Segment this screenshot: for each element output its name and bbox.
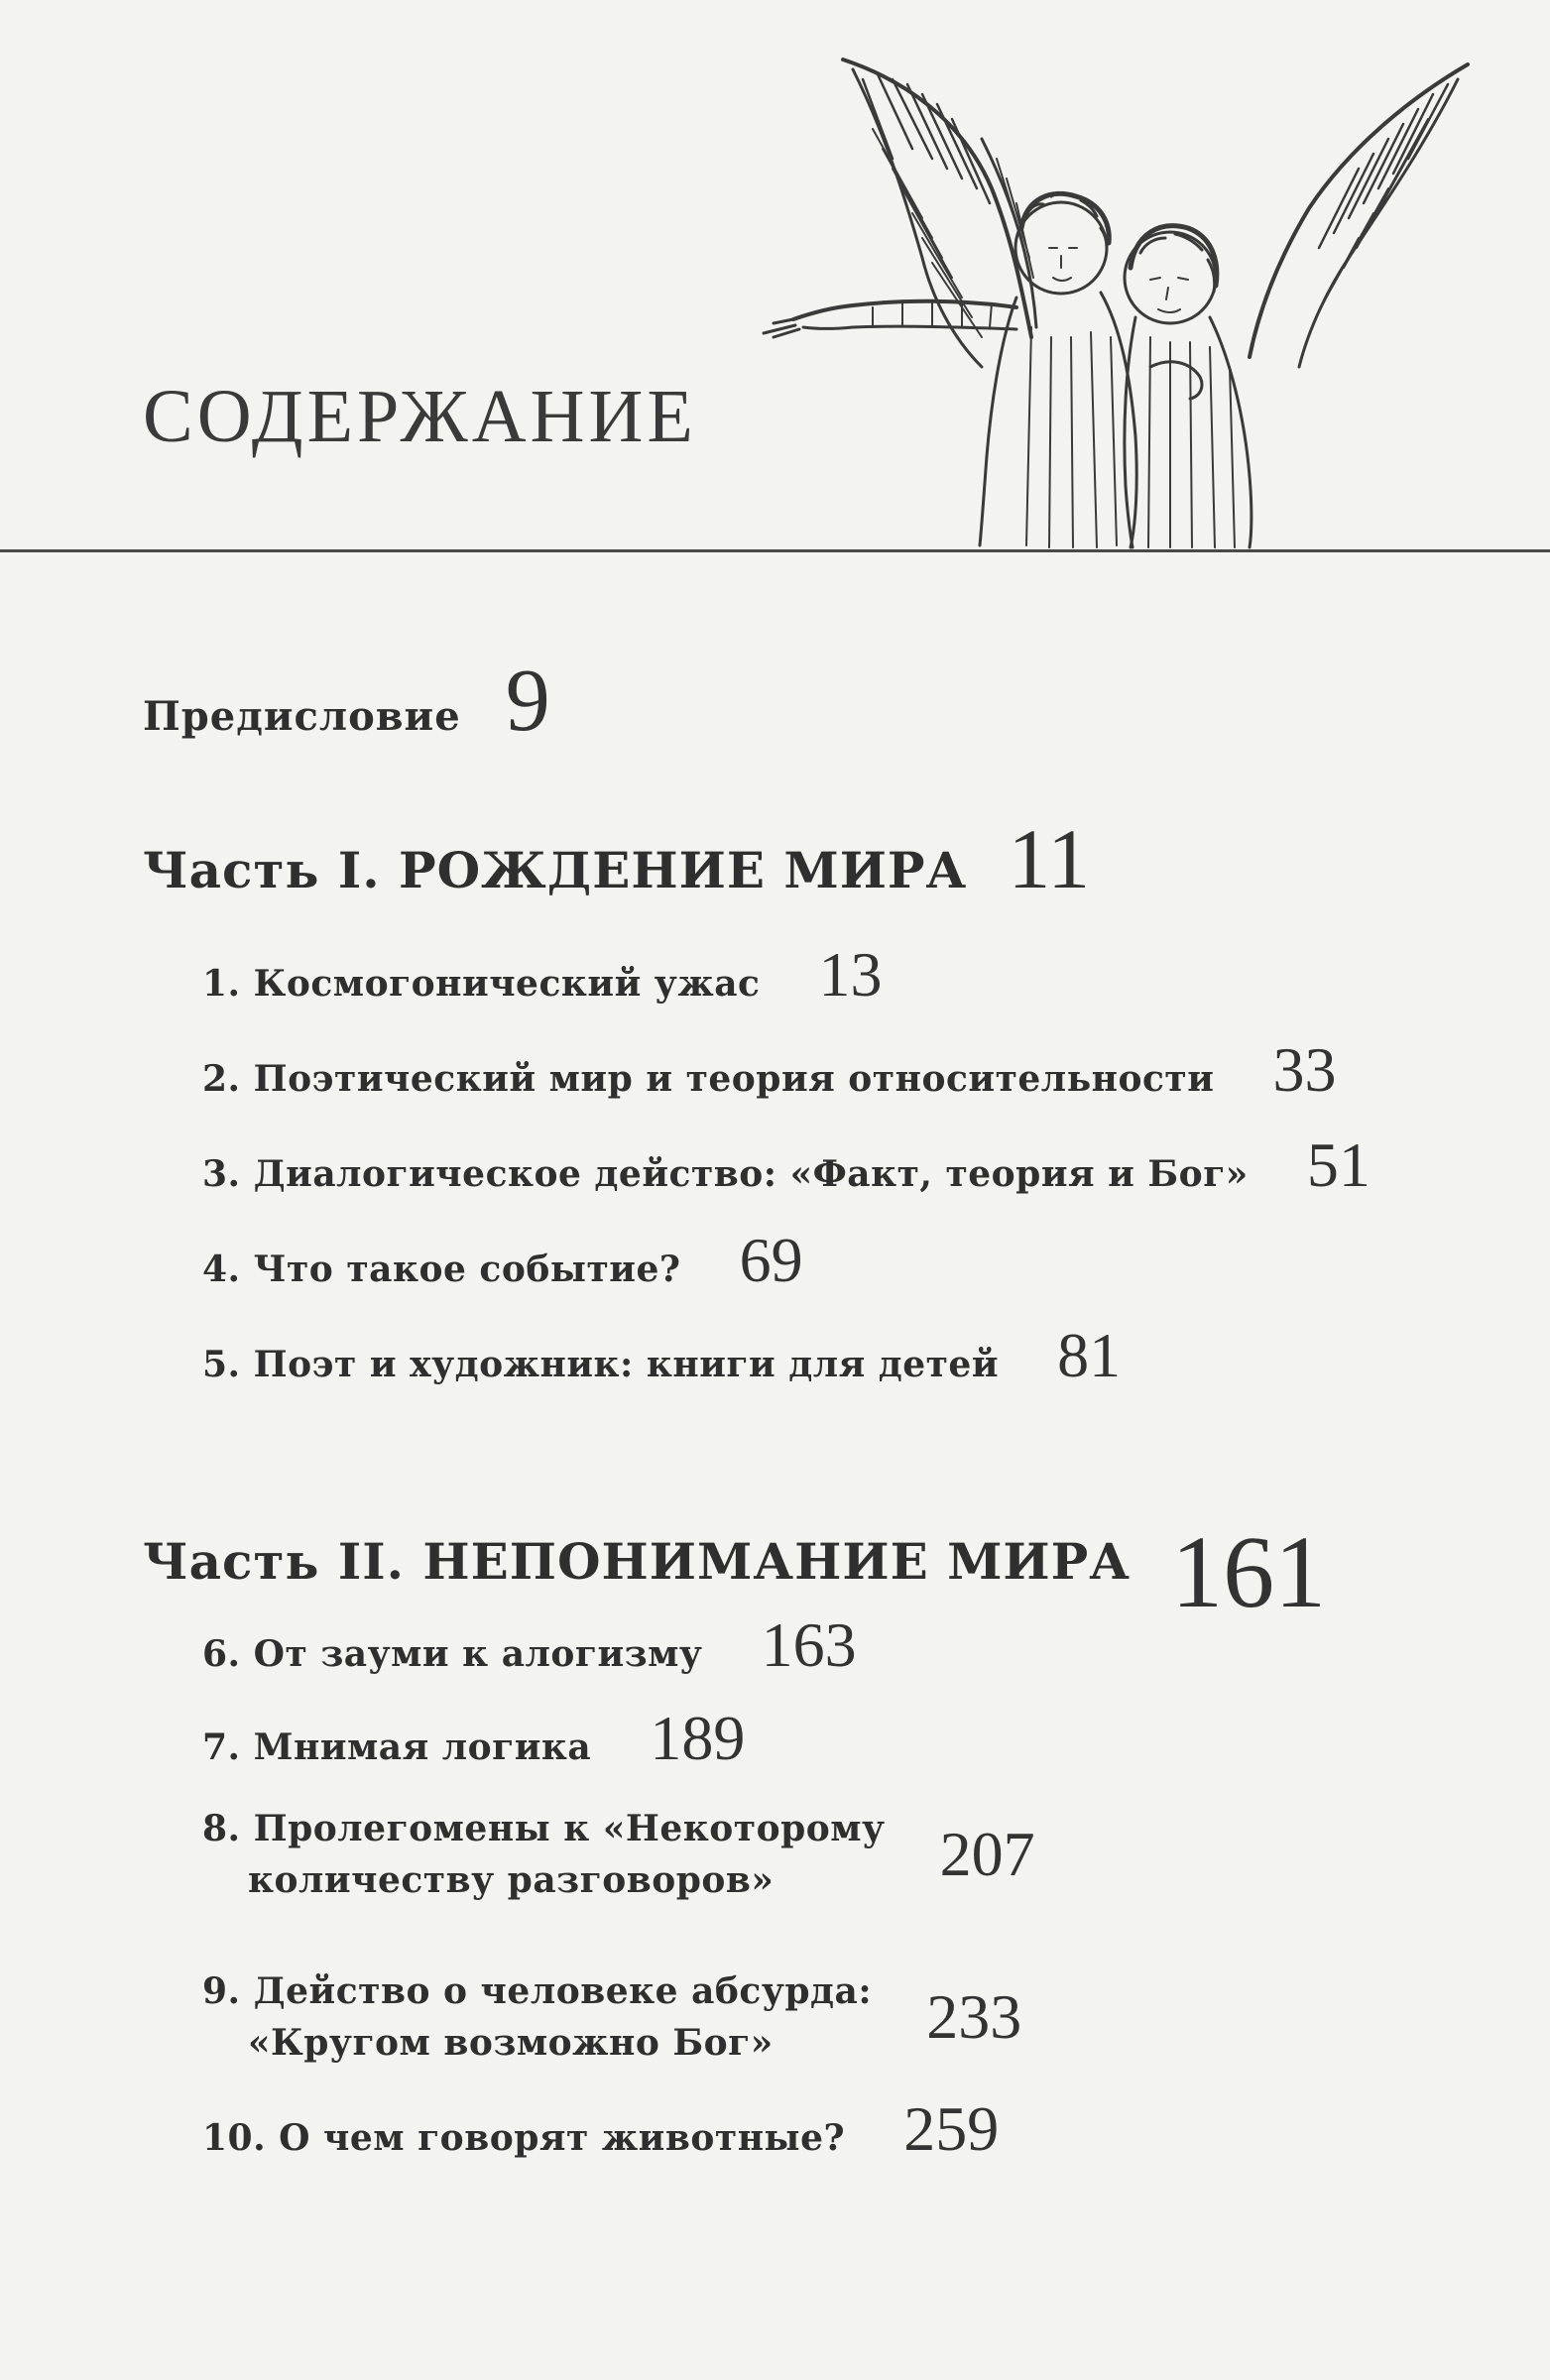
toc-chapter-label: [202, 1965, 872, 2069]
toc-chapter-label: 6. От зауми к алогизму: [202, 1633, 703, 1675]
toc-chapter-label: 3. Диалогическое действо: «Факт, теория и Бог»: [202, 1153, 1249, 1195]
toc-chapter-5[interactable]: [202, 1319, 1121, 1392]
toc-chapter-label-line: «Кругом возможно Бог»: [248, 2022, 774, 2064]
toc-chapter-label-line: 9. Действо о человеке абсурда:: [202, 1970, 873, 2012]
toc-chapter-label: 4. Что такое событие?: [202, 1249, 681, 1290]
toc-chapter-4[interactable]: [202, 1224, 803, 1297]
toc-chapter-label: 5. Поэт и художник: книги для детей: [202, 1344, 1000, 1385]
toc-chapter-8[interactable]: [202, 1803, 1035, 1906]
toc-chapter-label-line: количеству разговоров»: [248, 1859, 775, 1901]
toc-chapter-page: 81: [1057, 1320, 1122, 1390]
toc-chapter-3[interactable]: [202, 1129, 1371, 1202]
toc-chapter-label: 2. Поэтический мир и теория относительности: [202, 1058, 1215, 1100]
toc-chapter-1[interactable]: [202, 938, 883, 1012]
toc-chapter-label: [202, 1803, 886, 1906]
toc-chapter-page: 69: [739, 1225, 803, 1295]
toc-chapter-page: 207: [939, 1819, 1035, 1889]
toc-chapter-label: 7. Мнимая логика: [202, 1726, 592, 1768]
toc-chapter-label-line: 8. Пролегомены к «Некоторому: [202, 1808, 886, 1849]
toc-chapter-label: 10. О чем говорят животные?: [202, 2117, 846, 2159]
toc-chapter-10[interactable]: [202, 2092, 999, 2166]
toc-part-2[interactable]: [143, 1486, 1327, 1629]
toc-chapter-page: 233: [926, 1981, 1022, 2052]
toc-chapter-label: 1. Космогонический ужас: [202, 963, 761, 1005]
toc-chapter-page: 33: [1272, 1034, 1337, 1105]
toc-preface-page: 9: [505, 652, 550, 750]
toc-chapter-9[interactable]: [202, 1965, 1021, 2069]
toc-chapter-7[interactable]: [202, 1702, 745, 1775]
toc-part-1[interactable]: [143, 809, 1090, 908]
toc-chapter-page: 13: [818, 939, 883, 1010]
toc-preface[interactable]: [143, 650, 550, 752]
toc-part-2-label: Часть II. НЕПОНИМАНИЕ МИРА: [143, 1532, 1131, 1591]
toc-part-1-label: Часть I. РОЖДЕНИЕ МИРА: [143, 841, 968, 899]
toc-chapter-page: 163: [761, 1609, 857, 1680]
page-title: СОДЕРЖАНИЕ: [143, 375, 697, 458]
toc-chapter-page: 51: [1306, 1130, 1371, 1200]
toc-part-1-page: 11: [1008, 811, 1091, 906]
toc-preface-label: Предисловие: [143, 693, 461, 740]
toc-chapter-6[interactable]: [202, 1608, 857, 1682]
toc-chapter-page: 189: [650, 1703, 746, 1773]
toc-chapter-2[interactable]: [202, 1033, 1337, 1107]
toc-chapter-page: 259: [903, 2093, 1000, 2164]
toc-part-2-page: 161: [1171, 1515, 1327, 1629]
